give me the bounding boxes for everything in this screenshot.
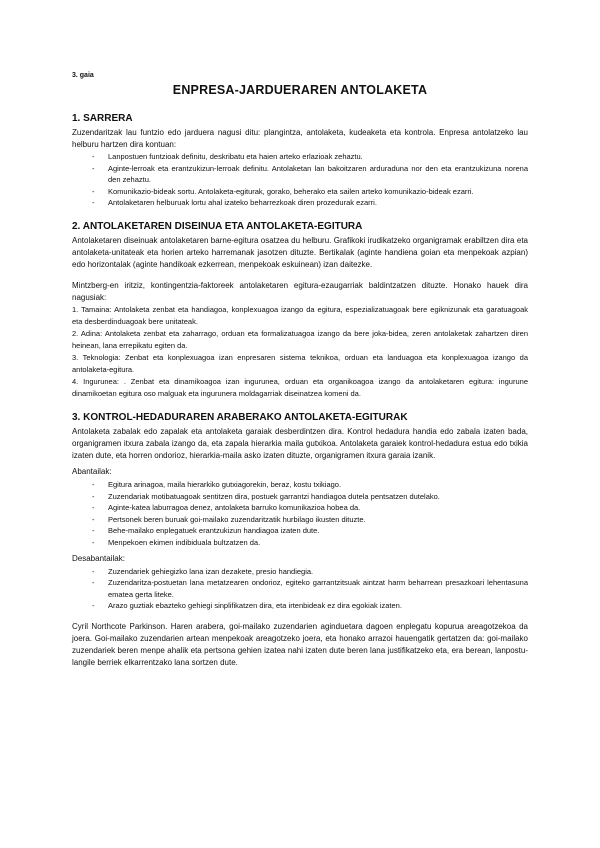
disadvantages-label: Desabantailak: [72,553,125,563]
list-item: - Egitura arinagoa, maila hierarkiko gutxiagorekin, beraz, kostu txikiago. [72,479,528,491]
list-item: - Antolaketaren helburuak lortu ahal izateko beharrezkoak diren prozedurak ezarri. [72,197,528,209]
disadvantages-list [72,566,528,612]
section-3-paragraph-1: Antolaketa zabalak edo zapalak eta antolaketa garaiak desberdintzen dira. Kontrol hedadura handia edo zabala izaten bada, organigramen itxura zabala izango da, eta zapala hierarkia maila gutxikoa. Antolaketa garaiek kontrol-hedadura estua edo txikia izaten dute, eta horren ondorioz, hierarkia-maila asko izaten dituzte, organigramen itxura garaia izanik. [72,426,528,460]
section-2-paragraph-1: Antolaketaren diseinuak antolaketaren barne-egitura osatzea du helburu. Grafikoki irudikatzeko organigramak erabiltzen dira eta antolaketa-unitateak eta horien arteko harremanak jasotzen dituzte. Bertikalak (aginte handiena goian eta menpekoak azpian) edo horizontalak (aginte handikoak ezkerrean, menpekoak eskuinean) izan daitezke. [72,235,528,269]
advantages-list [72,479,528,549]
factor-age: 2. Adina: Antolaketa zenbat eta zaharrago, orduan eta formalizatuagoa izango da bere joka-bidea, zeren antolaketak zahartzen diren heinean, lana errepikatu egiten da. [72,328,528,350]
chapter-label: 3. gaia [72,72,94,79]
factor-environment: 4. Ingurunea: . Zenbat eta dinamikoagoa izan ingurunea, orduan eta organikoagoa izango da antolaketaren egitura: ingurune dinamikoetan egitura oso malguak eta ingurunera moldagarriak diseinatzea komeni da. [72,376,528,398]
list-item: - Komunikazio-bideak sortu. Antolaketa-egiturak, gorako, beherako eta sailen arteko komunikazio-bideak ezarri. [72,186,528,198]
document-title: ENPRESA-JARDUERAREN ANTOLAKETA [172,83,428,97]
factor-technology: 3. Teknologia: Zenbat eta konplexuagoa izan enpresaren sistema teknikoa, orduan eta landuagoa eta konplexuagoa izango da antolaketa-egitura. [72,352,528,374]
list-item: - Behe-mailako enplegatuek erantzukizun handiagoa izaten dute. [72,525,528,537]
advantages-label: Abantailak: [72,466,112,476]
section-3-paragraph-2: Cyril Northcote Parkinson. Haren arabera, goi-mailako zuzendarien agindueta​ra dagoen enplegatu kopurua areagotzekoa da joera. Goi-mailako zuzendarien artean menpekoak areagotzeko joera, eta honako arrazoi hauengatik gertatzen da: goi-mailako zuzendariek beren menpe ahalik eta pertsona gehien izatea nahi izaten dute beren lana justifikatzeko eta, era berean, lanpostu-langile berriek elkarrentzako lana sortzen dute. [72,621,528,667]
list-item: - Arazo guztiak ebazteko gehiegi sinplifikatzen dira, eta irtenbideak ez dira egokiak izaten. [72,600,528,612]
list-item: - Aginte-katea laburragoa denez, antolaketa barruko komunikazioa hobea da. [72,502,528,514]
section-1-intro: Zuzendaritzak lau funtzio edo jarduera nagusi ditu: plangintza, antolaketa, kudeaketa eta kontrola. Enpresa antolatzeko lau helburu hartzen dira kontuan: [72,128,528,149]
section-1-list [72,151,528,209]
factor-size: 1. Tamaina: Antolaketa zenbat eta handiagoa, konplexuagoa izango da egitura, espezializatuagoak bere egiknizunak eta garatuagoak eta desberdinduagoak bere unitateak. [72,304,528,326]
list-item: - Lanpostuen funtzioak definitu, deskribatu eta haien arteko erlazioak zehaztu. [72,151,528,163]
list-item: - Aginte-lerroak eta erantzukizun-lerroak definitu. Antolaketan lan bakoitzaren arduraduna nor den eta erantzukizuna norena den zehaztu. [72,163,528,186]
list-item: - Pertsonek beren buruak goi-mailako zuzendaritzatik hurbilago ikusten dituzte. [72,514,528,526]
section-3-heading: 3. KONTROL-HEDADURAREN ARABERAKO ANTOLAKETA-EGITURAK [72,411,408,423]
section-2-heading: 2. ANTOLAKETAREN DISEINUA ETA ANTOLAKETA-EGITURA [72,220,363,232]
list-item: - Zuzendaritza-postuetan lana metatzearen ondorioz, egiteko garrantzitsuak aintzat harm beharrean presazkoari lehentasuna ematea gerta liteke. [72,577,528,600]
section-2-paragraph-2: Mintzberg-en iritziz, kontingentzia-faktoreek antolaketaren egitura-ezaugarriak baldintzatzen dituzte. Honako hauek dira nagusiak: [72,280,528,302]
list-item: - Zuzendariek gehiegizko lana izan dezakete, presio handiegia. [72,566,528,578]
list-item: - Menpekoen ekimen indibiduala bultzatzen da. [72,537,528,549]
list-item: - Zuzendariak motibatuagoak sentitzen dira, postuek garrantzi handiagoa dutela pentsatzen dutelako. [72,491,528,503]
section-1-heading: 1. SARRERA [72,113,133,124]
